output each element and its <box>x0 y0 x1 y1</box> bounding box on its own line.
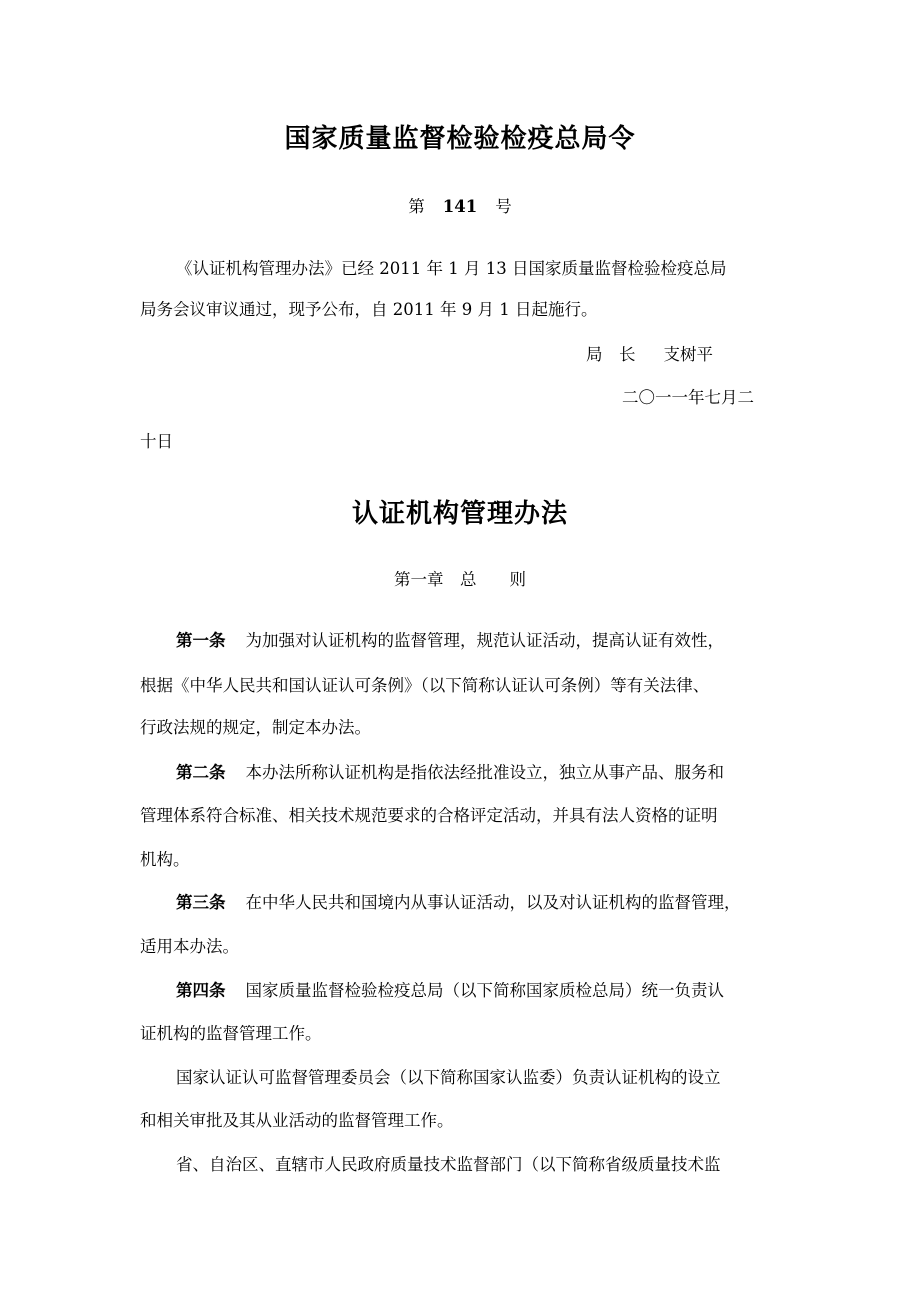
article-2-line-2: 管理体系符合标准、相关技术规范要求的合格评定活动，并具有法人资格的证明 <box>140 806 718 825</box>
article-1-label: 第一条 <box>176 631 226 650</box>
paragraph-2-line-1: 省、自治区、直辖市人民政府质量技术监督部门（以下简称省级质量技术监 <box>176 1155 721 1174</box>
article-1-line-3: 行政法规的规定，制定本办法。 <box>140 718 371 737</box>
decree-number-suffix: 号 <box>495 197 512 216</box>
signer-role: 局 长 <box>586 345 636 364</box>
article-1-line-1 <box>176 631 724 651</box>
paragraph-1-line-1: 国家认证认可监督管理委员会（以下简称国家认监委）负责认证机构的设立 <box>176 1068 721 1087</box>
article-1-line-2: 根据《中华人民共和国认证认可条例》（以下简称认证认可条例）等有关法律、 <box>140 676 710 695</box>
article-4-line-2: 证机构的监督管理工作。 <box>140 1024 322 1043</box>
measures-title: 认证机构管理办法 <box>351 499 568 529</box>
article-2-text-1: 本办法所称认证机构是指依法经批准设立，独立从事产品、服务和 <box>245 763 724 782</box>
article-2-label: 第二条 <box>176 763 226 782</box>
article-3-line-1 <box>176 893 741 913</box>
article-3-text-1: 在中华人民共和国境内从事认证活动，以及对认证机构的监督管理， <box>245 893 741 912</box>
article-2-line-1 <box>176 763 724 783</box>
article-4-line-1 <box>176 981 724 1001</box>
article-3-label: 第三条 <box>176 893 226 912</box>
decree-title: 国家质量监督检验检疫总局令 <box>284 124 636 154</box>
signer-name: 支树平 <box>663 345 713 364</box>
decree-date-line-1: 二〇一一年七月二 <box>622 388 754 407</box>
decree-number <box>0 193 920 217</box>
article-3-line-2: 适用本办法。 <box>140 937 239 956</box>
decree-paragraph-line-2: 局务会议审议通过，现予公布，自 2011 年 9 月 1 日起施行。 <box>140 300 598 319</box>
decree-number-value: 141 <box>442 197 478 216</box>
decree-number-prefix: 第 <box>408 197 425 216</box>
decree-paragraph-line-1: 《认证机构管理办法》已经 2011 年 1 月 13 日国家质量监督检验检疫总局 <box>176 259 727 278</box>
article-2-line-3: 机构。 <box>140 850 190 869</box>
article-4-text-1: 国家质量监督检验检疫总局（以下简称国家质检总局）统一负责认 <box>245 981 724 1000</box>
signer <box>586 345 713 365</box>
article-1-text-1: 为加强对认证机构的监督管理，规范认证活动，提高认证有效性， <box>245 631 724 650</box>
article-4-label: 第四条 <box>176 981 226 1000</box>
decree-date-line-2: 十日 <box>140 432 173 451</box>
chapter-heading: 第一章 总 则 <box>394 570 526 589</box>
paragraph-1-line-2: 和相关审批及其从业活动的监督管理工作。 <box>140 1111 454 1130</box>
